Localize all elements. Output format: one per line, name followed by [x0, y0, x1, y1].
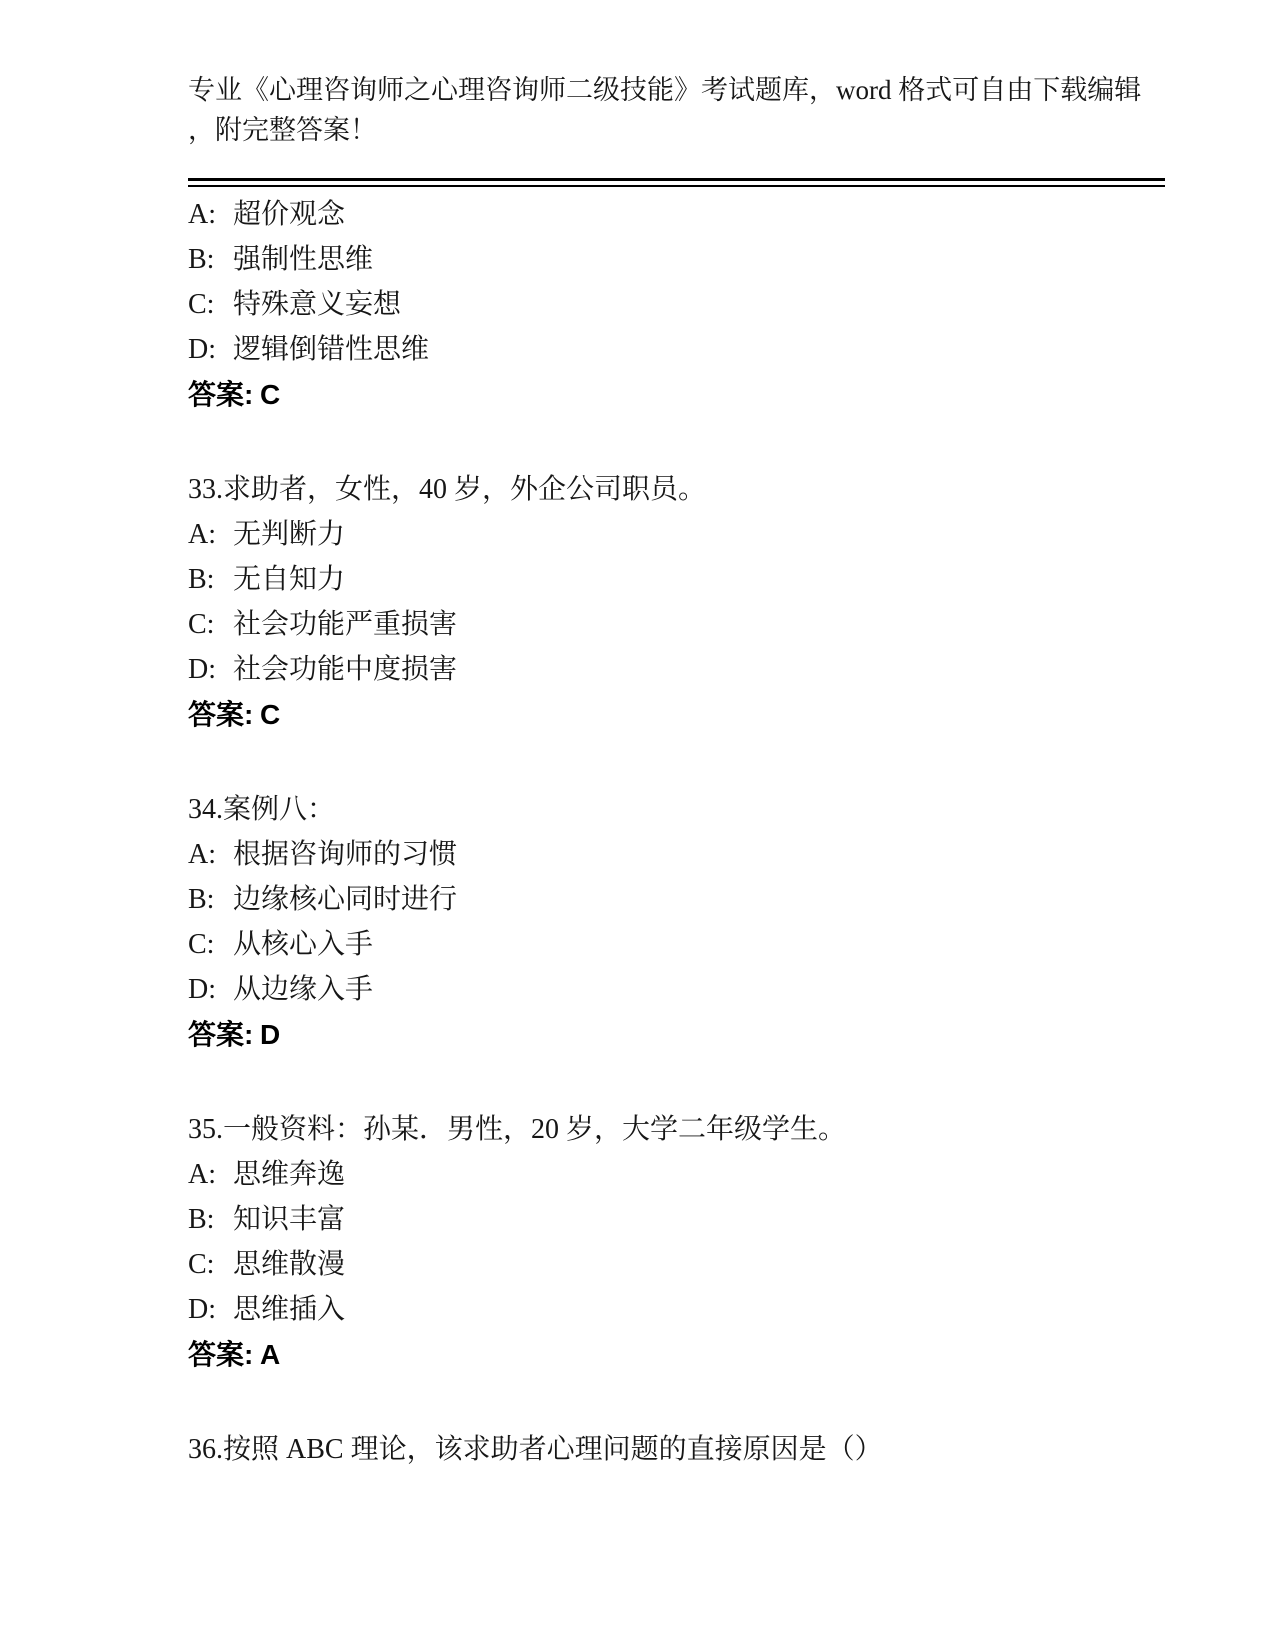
- header-divider: [188, 178, 1165, 187]
- option-label: A:: [188, 839, 216, 870]
- question-stem: 35.一般资料：孙某．男性，20 岁，大学二年级学生。: [188, 1114, 847, 1145]
- answer-label: 答案:: [188, 379, 254, 410]
- option-text: 从边缘入手: [233, 974, 374, 1005]
- option-label: A:: [188, 519, 216, 550]
- option-label: D:: [188, 1294, 216, 1325]
- option-label: B:: [188, 244, 215, 275]
- option-b: [188, 1197, 1175, 1242]
- option-text: 超价观念: [233, 199, 346, 230]
- option-b: [188, 557, 1175, 602]
- question-block-33: [188, 467, 1175, 737]
- option-a: [188, 832, 1175, 877]
- answer-label: 答案:: [188, 1339, 254, 1370]
- option-b: [188, 237, 1175, 282]
- option-label: B:: [188, 564, 215, 595]
- header-line-1: 专业《心理咨询师之心理咨询师二级技能》考试题库，word 格式可自由下载编辑: [188, 75, 1142, 105]
- question-block-32: [188, 192, 1175, 417]
- option-c: [188, 922, 1175, 967]
- answer-value: D: [260, 1019, 281, 1050]
- option-text: 特殊意义妄想: [233, 289, 402, 320]
- page-header: [188, 70, 1175, 150]
- answer-label: 答案:: [188, 699, 254, 730]
- option-c: [188, 602, 1175, 647]
- option-text: 社会功能中度损害: [233, 654, 458, 685]
- answer-value: C: [260, 379, 281, 410]
- question-block-35: [188, 1107, 1175, 1377]
- option-d: [188, 1287, 1175, 1332]
- option-label: C:: [188, 929, 215, 960]
- question-stem: 33.求助者，女性，40 岁，外企公司职员。: [188, 474, 707, 505]
- option-text: 无判断力: [233, 519, 346, 550]
- option-text: 知识丰富: [233, 1204, 346, 1235]
- answer-line: [188, 372, 1175, 417]
- option-b: [188, 877, 1175, 922]
- answer-line: [188, 1332, 1175, 1377]
- question-stem: 36.按照 ABC 理论，该求助者心理问题的直接原因是（）: [188, 1434, 883, 1465]
- answer-label: 答案:: [188, 1019, 254, 1050]
- option-label: B:: [188, 1204, 215, 1235]
- option-text: 思维散漫: [233, 1249, 346, 1280]
- option-label: D:: [188, 654, 216, 685]
- question-stem: 34.案例八：: [188, 794, 336, 825]
- option-c: [188, 1242, 1175, 1287]
- header-line-2: ，附完整答案！: [188, 115, 377, 145]
- option-text: 思维插入: [233, 1294, 346, 1325]
- answer-value: C: [260, 699, 281, 730]
- option-d: [188, 327, 1175, 372]
- option-a: [188, 512, 1175, 557]
- option-text: 边缘核心同时进行: [233, 884, 458, 915]
- option-label: A:: [188, 1159, 216, 1190]
- answer-line: [188, 692, 1175, 737]
- option-text: 强制性思维: [233, 244, 374, 275]
- option-label: C:: [188, 609, 215, 640]
- option-d: [188, 967, 1175, 1012]
- option-text: 社会功能严重损害: [233, 609, 458, 640]
- answer-value: A: [260, 1339, 281, 1370]
- option-a: [188, 192, 1175, 237]
- option-c: [188, 282, 1175, 327]
- option-label: A:: [188, 199, 216, 230]
- option-label: B:: [188, 884, 215, 915]
- option-text: 根据咨询师的习惯: [233, 839, 458, 870]
- option-text: 逻辑倒错性思维: [233, 334, 430, 365]
- option-label: C:: [188, 289, 215, 320]
- option-label: D:: [188, 974, 216, 1005]
- option-label: D:: [188, 334, 216, 365]
- answer-line: [188, 1012, 1175, 1057]
- option-text: 无自知力: [233, 564, 346, 595]
- question-block-36: [188, 1427, 1175, 1472]
- option-label: C:: [188, 1249, 215, 1280]
- question-block-34: [188, 787, 1175, 1057]
- option-text: 从核心入手: [233, 929, 374, 960]
- option-a: [188, 1152, 1175, 1197]
- option-text: 思维奔逸: [233, 1159, 346, 1190]
- option-d: [188, 647, 1175, 692]
